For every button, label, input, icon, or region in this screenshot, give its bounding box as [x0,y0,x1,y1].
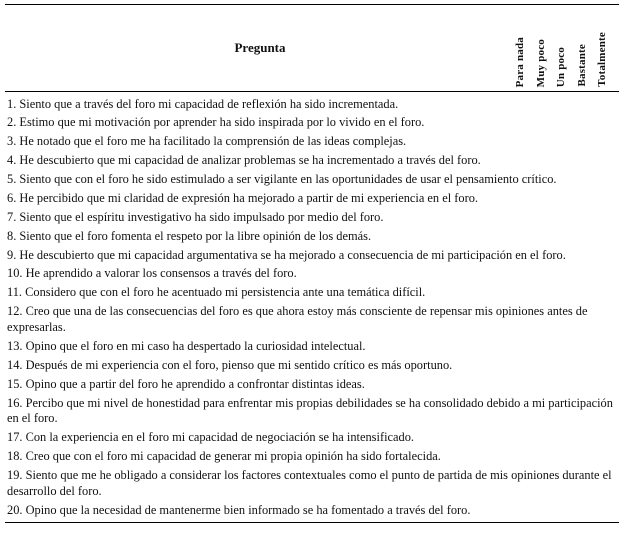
scale-header-muy-poco: Muy poco [534,38,547,87]
questionnaire-item-13: 13. Opino que el foro en mi caso ha despertado la curiosidad intelectual. [7,338,366,353]
scale-header-para-nada: Para nada [514,36,526,87]
questionnaire-item-5: 5. Siento que con el foro he sido estimulado a ser vigilante en las oportunidades de usar el pensamiento crítico. [7,172,557,186]
questionnaire-item-12: 12. Creo que una de las consecuencias del foro es que ahora estoy más consciente de repensar mis opiniones antes de expresarlas. [7,304,588,334]
questionnaire-item-9: 9. He descubierto que mi capacidad argumentativa se ha mejorado a consecuencia de mi participación en el foro. [7,247,566,262]
questionnaire-items [5,92,619,523]
scale-header-bastante: Bastante [575,44,588,87]
questionnaire-item-6: 6. He percibido que mi claridad de expresión ha mejorado a partir de mi experiencia en el foro. [7,190,478,205]
questionnaire-item-11: 11. Considero que con el foro he acentuado mi persistencia ante una temática difícil. [7,285,426,300]
questionnaire-item-16: 16. Percibo que mi nivel de honestidad para enfrentar mis propias debilidades se ha consolidado debido a mi participación en el foro. [7,395,613,426]
question-column-header-cell [5,5,515,91]
questionnaire-item-1: 1. Siento que a través del foro mi capacidad de reflexión ha sido incrementada. [7,96,399,111]
questionnaire-item-18: 18. Creo que con el foro mi capacidad de generar mi propia opinión ha sido fortalecida. [7,449,441,464]
scale-headers [515,5,619,91]
questionnaire-item-14: 14. Después de mi experiencia con el foro, pienso que mi sentido crítico es más oportuno. [7,357,453,372]
questionnaire-table [5,4,619,523]
questionnaire-item-20: 20. Opino que la necesidad de mantenerme bien informado se ha fomentado a través del foro. [7,502,471,517]
questionnaire-item-15: 15. Opino que a partir del foro he aprendido a confrontar distintas ideas. [7,376,365,391]
questionnaire-item-3: 3. He notado que el foro me ha facilitado la comprensión de las ideas complejas. [7,134,407,149]
questionnaire-item-2: 2. Estimo que mi motivación por aprender ha sido inspirada por lo vivido en el foro. [7,115,425,130]
questionnaire-item-10: 10. He aprendido a valorar los consensos a través del foro. [7,266,297,281]
questionnaire-item-19: 19. Siento que me he obligado a considerar los factores contextuales como el punto de partida de mis opiniones durante el desarrollo del foro. [7,468,612,498]
questionnaire-item-17: 17. Con la experiencia en el foro mi capacidad de negociación se ha intensificado. [7,430,415,445]
questionnaire-item-4: 4. He descubierto que mi capacidad de analizar problemas se ha incrementado a través del foro. [7,153,481,168]
questionnaire-item-8: 8. Siento que el foro fomenta el respeto por la libre opinión de los demás. [7,228,372,243]
questionnaire-item-7: 7. Siento que el espíritu investigativo ha sido impulsado por medio del foro. [7,209,384,224]
scale-header-un-poco: Un poco [555,46,567,87]
question-column-header: Pregunta [234,40,286,55]
table-header-row [5,4,619,92]
scale-header-totalmente: Totalmente [596,32,608,87]
